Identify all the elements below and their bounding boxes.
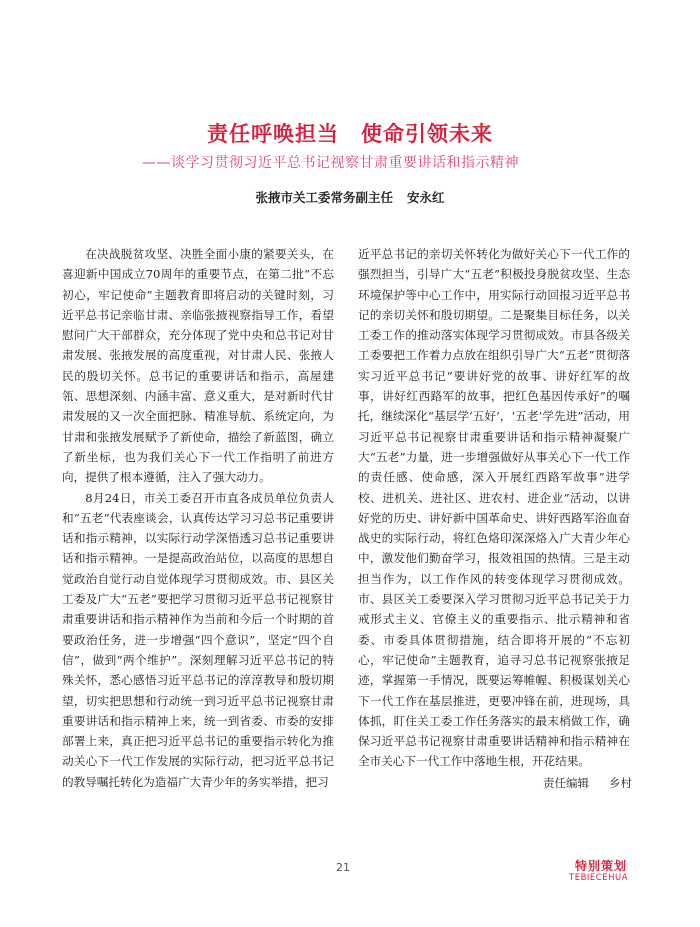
article-title <box>0 118 700 148</box>
paragraph-1: 在决战脱贫攻坚、决胜全面小康的紧要关头，在喜迎新中国成立70周年的重要节点，在第二批“不忘初心，牢记使命”主题教育即将启动的关键时刻，习近平总书记亲临甘肃、亲临张掖视察指导工作，看望慰问广大干部群众，充分体现了党中央和总书记对甘肃发展、张掖发展的高度重视，对甘肃人民、张掖人民的殷切关怀。总书记的重要讲话和指示，高屋建瓴、思想深刻、内涵丰富、意义重大，是对新时代甘肃发展的又一次全面把脉、精准导航、系统定向，为甘肃和张掖发展赋予了新使命，描绘了新蓝图，确立了新坐标，也为我们关心下一代工作指明了前进方向，提供了根本遵循，注入了强大动力。 <box>62 247 334 485</box>
editor-name: 乡村 <box>609 776 632 790</box>
paragraph-2: 8月24日，市关工委召开市直各成员单位负责人和“五老”代表座谈会，认真传达学习习总书记重要讲话和指示精神，以实际行动学深悟透习总书记重要讲话和指示精神。一是提高政治站位，以高度的思想自觉政治自觉行动自觉体现学习贯彻成效。市、县区关工委及广大“五老”要把学习贯彻习近平总书记视察甘肃重要讲话和指示精神作为当前和今后一个时期的首要政治任务，进一步增强“四个意识”，坚定“四个自信”，做到“两个维护”。深刻理解习近平总书记的特殊关怀，悉心感悟习近平总书记的淳淳教导和殷切期望，切实把思想和行动统一到习近平总书记视察甘肃重要讲话和指示精神上来，统一到省委、市委的安排部署上来，真正把习近平总书记的重要指示转化为推动关心下一代工作发展的实际行动，把习近平总书记的教导嘱托转化为造福广大青少年的务实举措，把习 <box>62 490 334 789</box>
author-role: 张掖市关工委常务副主任 <box>255 190 393 205</box>
author-name: 安永红 <box>407 190 445 205</box>
section-label: 特别策划 <box>575 859 628 873</box>
article-subtitle: ——谈学习贯彻习近平总书记视察甘肃重要讲话和指示精神 <box>142 155 519 171</box>
section-label-latin: TEBIECEHUA <box>569 873 629 883</box>
page-number: 21 <box>336 861 350 874</box>
title-part2: 使命引领未来 <box>361 122 493 146</box>
paragraph-2-continued: 近平总书记的亲切关怀转化为做好关心下一代工作的强烈担当，引导广大“五老”积极投身脱贫攻坚、生态环境保护等中心工作中，用实际行动回报习近平总书记的亲切关怀和殷切期望。二是聚集目标任务，以关工委工作的推动落实体现学习贯彻成效。市县各级关工委要把工作着力点放在组织引导广大“五老”贯彻落实习近平总书记“要讲好党的故事、讲好红军的故事，讲好红西路军的故事，把红色基因传承好”的嘱托，继续深化“基层学‘五好’，‘五老’学先进”活动，用习近平总书记视察甘肃重要讲话和指示精神凝聚广大“五老”力量，进一步增强做好从事关心下一代工作的责任感、使命感，深入开展红西路军故事”进学校、进机关、进社区、进农村、进企业”活动，以讲好党的历史、讲好新中国革命史、讲好西路军浴血奋战史的实际行动，将红色烙印深深烙入广大青少年心中，激发他们勤奋学习，报效祖国的热情。三是主动担当作为，以工作作风的转变体现学习贯彻成效。市、县区关工委要深入学习贯彻习近平总书记关于力戒形式主义、官僚主义的重要指示、批示精神和省委、市委具体贯彻措施，结合即将开展的“不忘初心，牢记使命”主题教育，追寻习总书记视察张掖足迹，掌握第一手情况，既要运筹帷幄、积极谋划关心下一代工作在基层推进，更要冲锋在前，进现场，具体抓，盯住关工委工作任务落实的最末梢做工作，确保习近平总书记视察甘肃重要讲话精神和指示精神在全市关心下一代工作中落地生根，开花结果。 <box>358 247 630 769</box>
right-column <box>358 244 630 772</box>
left-column <box>62 244 334 792</box>
title-part1: 责任呼唤担当 <box>207 122 339 146</box>
author-line <box>0 188 700 206</box>
editor-credit <box>543 775 632 791</box>
editor-label: 责任编辑 <box>543 776 589 790</box>
